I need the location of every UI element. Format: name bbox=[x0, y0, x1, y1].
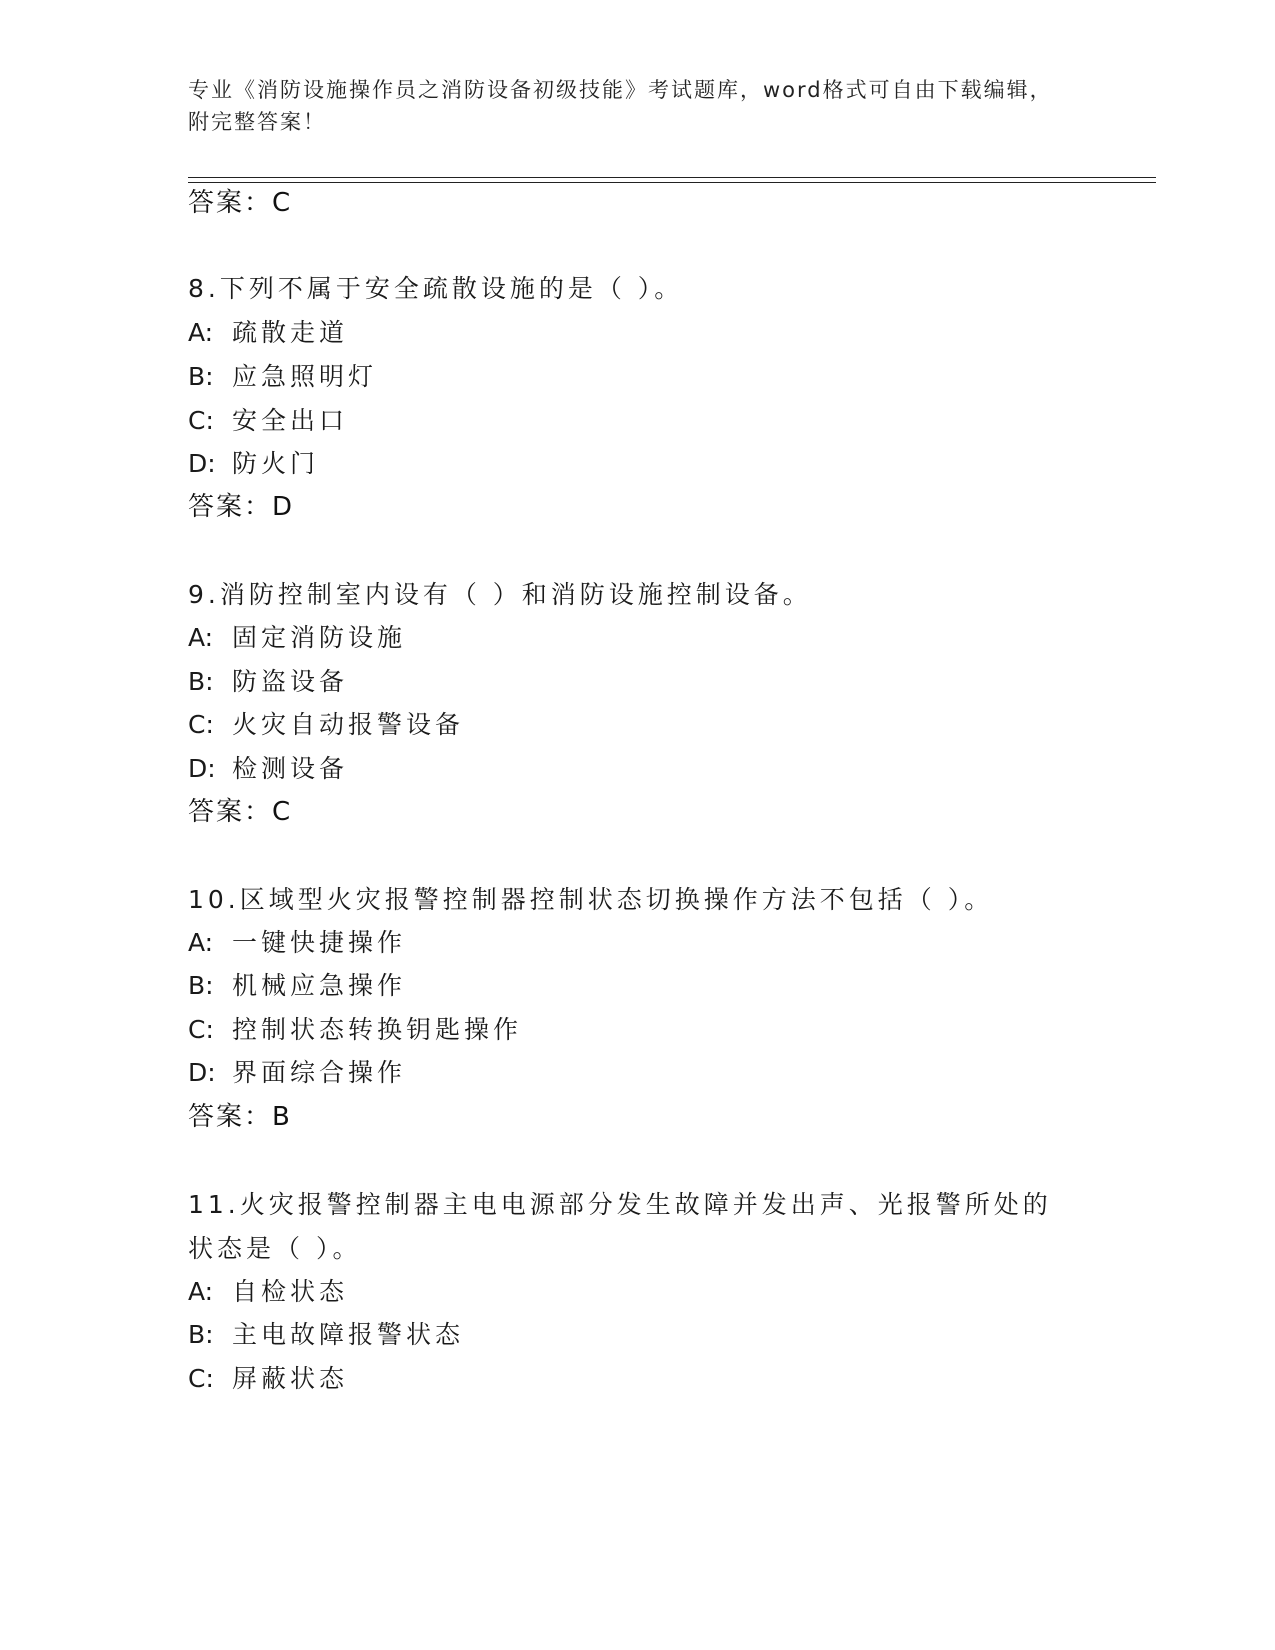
answer-label: 答案：B bbox=[188, 1102, 292, 1132]
option-b bbox=[188, 1318, 464, 1352]
option-text: 界面综合操作 bbox=[232, 1058, 407, 1087]
option-key: C: bbox=[188, 1364, 214, 1393]
answer-label: 答案：C bbox=[188, 797, 293, 827]
option-a bbox=[188, 316, 348, 350]
header-divider-bottom bbox=[188, 182, 1156, 183]
option-a bbox=[188, 1275, 348, 1309]
option-d bbox=[188, 752, 348, 786]
option-text: 一键快捷操作 bbox=[232, 928, 407, 957]
option-text: 自检状态 bbox=[232, 1277, 349, 1306]
option-key: C: bbox=[188, 406, 214, 435]
option-d bbox=[188, 447, 319, 481]
question-stem: 9.消防控制室内设有（ ）和消防设施控制设备。 bbox=[188, 580, 812, 609]
option-b bbox=[188, 360, 377, 394]
option-text: 固定消防设施 bbox=[232, 623, 407, 652]
header-divider-top bbox=[188, 177, 1156, 178]
option-text: 应急照明灯 bbox=[232, 362, 378, 391]
question-stem: 10.区域型火灾报警控制器控制状态切换操作方法不包括（ ）。 bbox=[188, 885, 994, 914]
option-key: C: bbox=[188, 1015, 214, 1044]
option-c bbox=[188, 404, 348, 438]
option-text: 疏散走道 bbox=[232, 318, 349, 347]
option-key: D: bbox=[188, 449, 216, 478]
option-key: B: bbox=[188, 667, 214, 696]
option-text: 机械应急操作 bbox=[232, 971, 407, 1000]
option-b bbox=[188, 969, 406, 1003]
option-text: 防盗设备 bbox=[232, 667, 349, 696]
option-b bbox=[188, 665, 348, 699]
option-text: 安全出口 bbox=[232, 406, 349, 435]
option-key: B: bbox=[188, 362, 214, 391]
option-a bbox=[188, 926, 406, 960]
option-c bbox=[188, 708, 464, 742]
option-key: B: bbox=[188, 971, 214, 1000]
option-text: 检测设备 bbox=[232, 754, 349, 783]
option-text: 屏蔽状态 bbox=[232, 1364, 349, 1393]
option-key: B: bbox=[188, 1320, 214, 1349]
answer-label: 答案：C bbox=[188, 188, 293, 218]
question-stem: 8.下列不属于安全疏散设施的是（ ）。 bbox=[188, 274, 684, 303]
option-c bbox=[188, 1013, 522, 1047]
option-key: C: bbox=[188, 710, 214, 739]
option-d bbox=[188, 1056, 406, 1090]
answer-label: 答案：D bbox=[188, 492, 295, 522]
option-text: 防火门 bbox=[232, 449, 320, 478]
option-a bbox=[188, 621, 406, 655]
option-key: A: bbox=[188, 928, 214, 957]
option-text: 主电故障报警状态 bbox=[232, 1320, 465, 1349]
option-key: A: bbox=[188, 318, 214, 347]
option-key: A: bbox=[188, 1277, 214, 1306]
question-stem: 11.火灾报警控制器主电电源部分发生故障并发出声、光报警所处的状态是（ ）。 bbox=[188, 1190, 1052, 1263]
option-text: 控制状态转换钥匙操作 bbox=[232, 1015, 523, 1044]
option-c bbox=[188, 1362, 348, 1396]
document-header-note: 专业《消防设施操作员之消防设备初级技能》考试题库，word格式可自由下载编辑，附完整答案！ bbox=[188, 78, 1053, 134]
option-key: D: bbox=[188, 754, 216, 783]
option-key: D: bbox=[188, 1058, 216, 1087]
option-key: A: bbox=[188, 623, 214, 652]
option-text: 火灾自动报警设备 bbox=[232, 710, 465, 739]
